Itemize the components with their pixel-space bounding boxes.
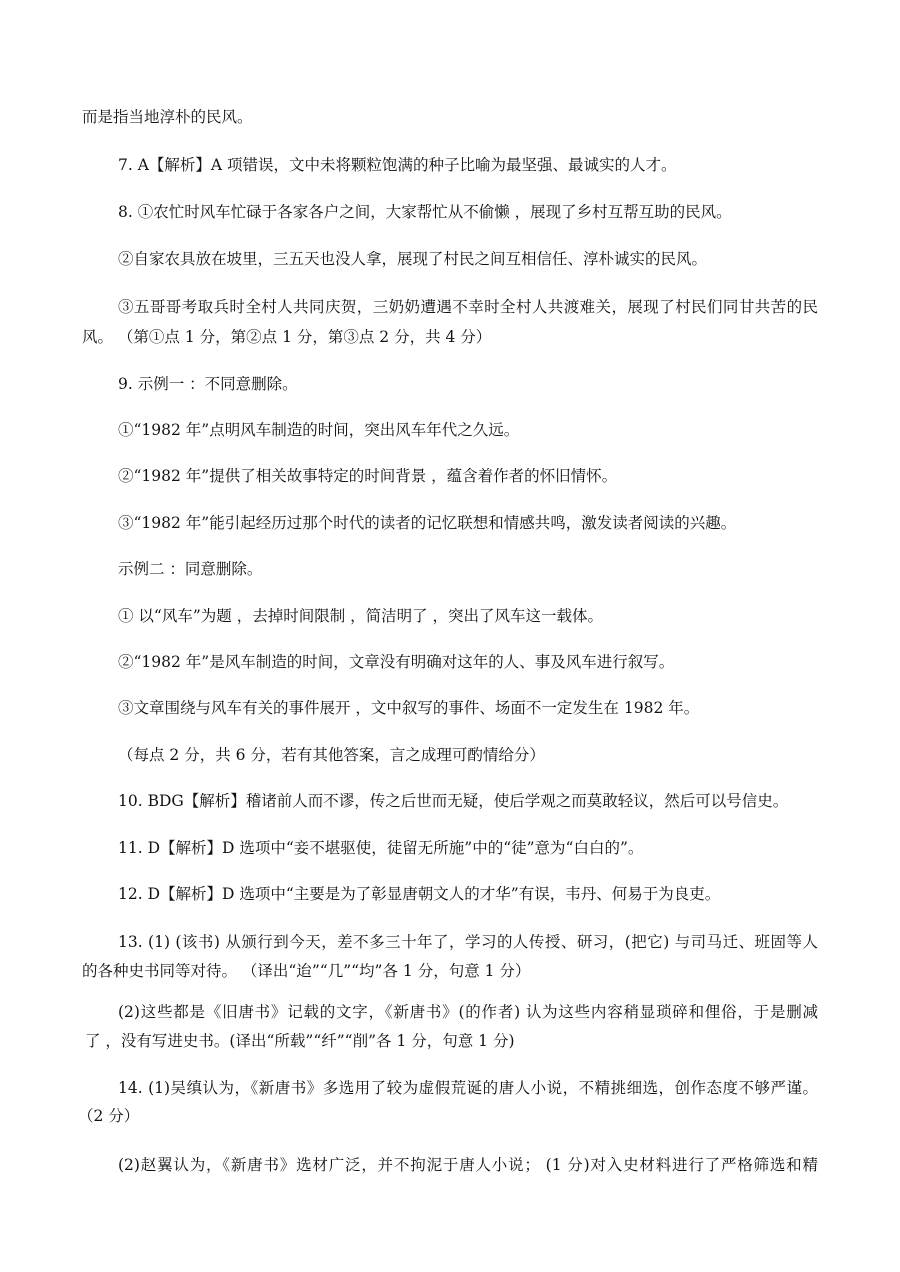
answer-9-example-1: 9. 示例一 ：不同意删除。: [118, 375, 298, 393]
answer-8-scoring: 风。 （第①点 1 分，第②点 1 分，第③点 2 分，共 4 分）: [82, 328, 492, 346]
answer-11: 11. D【解析】D 选项中“妾不堪驱使，徒留无所施”中的“徒”意为“白白的”。: [118, 839, 644, 857]
answer-8-point-3: ③五哥哥考取兵时全村人共同庆贺，三奶奶遭遇不幸时全村人共渡难关，展现了村民们同甘共苦的民: [118, 298, 818, 316]
answer-9-example-1-point-3: ③“1982 年”能引起经历过那个时代的读者的记忆联想和情感共鸣，激发读者阅读的兴趣。: [118, 514, 737, 532]
answer-10: 10. BDG【解析】稽诸前人而不谬，传之后世而无疑，使后学观之而莫敢轻议，然后可以号信史。: [118, 792, 789, 810]
answer-8-point-1: 8. ①农忙时风车忙碌于各家各户之间，大家帮忙从不偷懒 ，展现了乡村互帮互助的民风。: [118, 203, 732, 221]
answer-13-part-1-continued: 的各种史书同等对待。 （译出“迨”“几”“均”各 1 分，句意 1 分）: [82, 962, 531, 980]
answer-14-part-1: 14. (1)吴缜认为，《新唐书》多选用了较为虚假荒诞的唐人小说，不精挑细选，创作态度不够严谨。: [118, 1079, 818, 1097]
text-line-1: 而是指当地淳朴的民风。: [82, 108, 253, 126]
answer-9-example-2-point-3: ③文章围绕与风车有关的事件展开 ，文中叙写的事件、场面不一定发生在 1982 年。: [118, 699, 700, 717]
answer-8-point-2: ②自家农具放在坡里，三五天也没人拿，展现了村民之间互相信任、淳朴诚实的民风。: [118, 250, 708, 268]
answer-7: 7. A【解析】A 项错误，文中未将颗粒饱满的种子比喻为最坚强、最诚实的人才。: [118, 156, 677, 174]
answer-14-part-1-score: （2 分）: [78, 1107, 140, 1125]
answer-12: 12. D【解析】D 选项中“主要是为了彰显唐朝文人的才华”有误，韦丹、何易于为良吏。: [118, 885, 721, 903]
answer-13-part-2: (2)这些都是《旧唐书》记载的文字，《新唐书》(的作者) 认为这些内容稍显琐碎和俚俗，于是删减: [118, 1003, 818, 1021]
answer-9-scoring: （每点 2 分，共 6 分，若有其他答案，言之成理可酌情给分）: [118, 746, 545, 764]
answer-14-part-2: (2)赵翼认为，《新唐书》选材广泛，并不拘泥于唐人小说； (1 分)对入史材料进行了严格筛选和精: [118, 1156, 818, 1174]
answer-13-part-2-continued: 了 ，没有写进史书。(译出“所载”“纤”“削”各 1 分，句意 1 分): [85, 1032, 515, 1050]
answer-9-example-2-point-2: ②“1982 年”是风车制造的时间，文章没有明确对这年的人、事及风车进行叙写。: [118, 653, 675, 671]
answer-13-part-1: 13. (1) (该书) 从颁行到今天，差不多三十年了，学习的人传授、研习，(把它) 与司马迁、班固等人: [118, 933, 818, 951]
answer-9-example-1-point-1: ①“1982 年”点明风车制造的时间，突出风车年代之久远。: [118, 421, 520, 439]
answer-9-example-2: 示例二 ：同意删除。: [118, 560, 263, 578]
answer-9-example-1-point-2: ②“1982 年”提供了相关故事特定的时间背景 ，蕴含着作者的怀旧情怀。: [118, 467, 618, 485]
answer-9-example-2-point-1: ① 以“风车”为题 ，去掉时间限制 ，简洁明了 ，突出了风车这一载体。: [118, 607, 604, 625]
